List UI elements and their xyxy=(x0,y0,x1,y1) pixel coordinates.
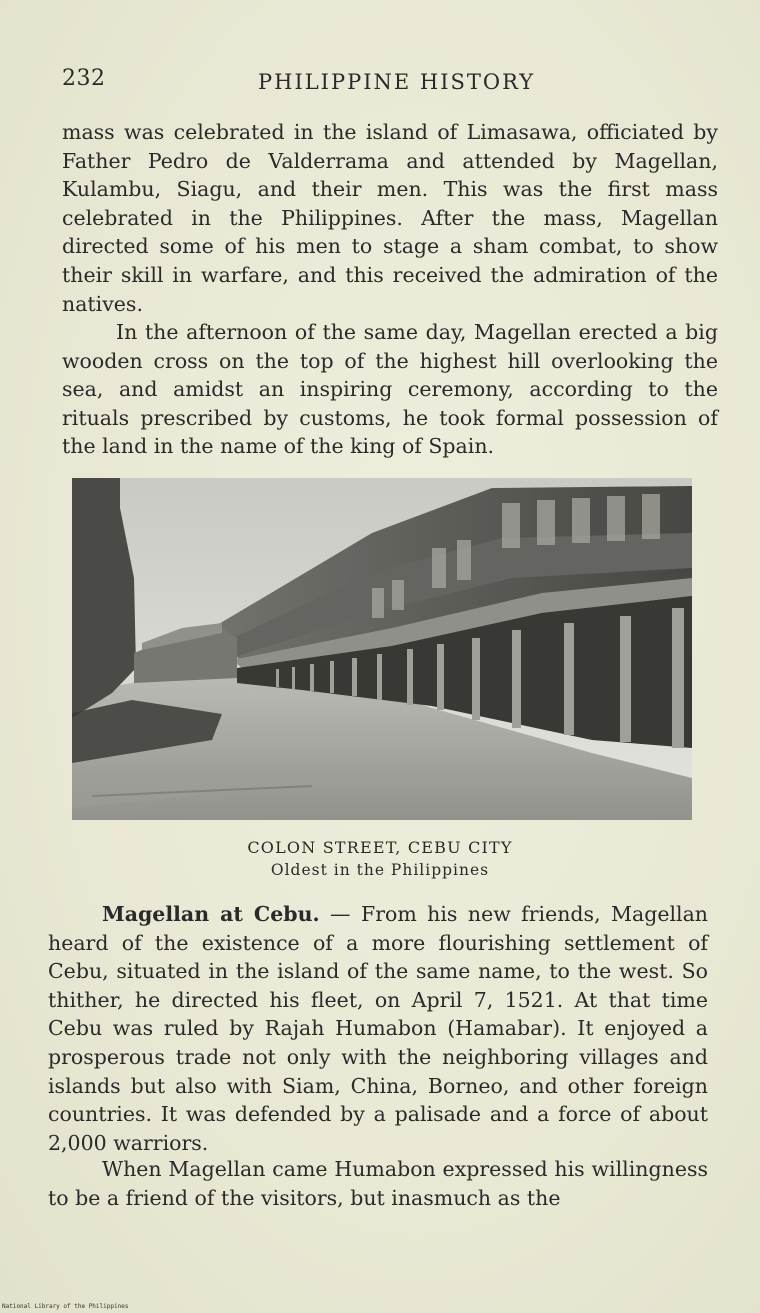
paragraph-2: In the afternoon of the same day, Magellan erected a big wooden cross on the top of the highest hill overlooking the sea, and amidst an inspiring ceremony, according to the rituals prescribed by customs, he took formal possession of the land in the name of the king of Spain. xyxy=(62,320,718,459)
paragraph-4: When Magellan came Humabon expressed his willingness to be a friend of the visitors, but inasmuch as the xyxy=(48,1157,708,1210)
paragraph-3 xyxy=(48,900,708,1157)
paragraph-1: mass was celebrated in the island of Limasawa, officiated by Father Pedro de Valderrama and attended by Magellan, Kulambu, Siagu, and their men. This was the first mass celebrated in the Philippines. After the mass, Magellan directed some of his men to stage a sham combat, to show their skill in warfare, and this received the admiration of the natives. xyxy=(62,120,718,316)
colon-street-photo xyxy=(72,478,692,820)
scan-credit: National Library of the Philippines xyxy=(2,1303,129,1310)
figure-caption-title: COLON STREET, CEBU CITY xyxy=(247,838,513,857)
running-head: PHILIPPINE HISTORY xyxy=(258,70,536,94)
figure-caption-subtitle: Oldest in the Philippines xyxy=(270,861,490,879)
paragraph-3-text: — From his new friends, Magellan heard of the existence of a more flourishing settlement of Cebu, situated in the island of the same name, to the west. So thither, he directed his fleet, on April 7, 1521. At that time Cebu was ruled by Rajah Humabon (Hamabar). It enjoyed a prosperous trade not only with the neighboring villages and islands but also with Siam, China, Borneo, and other foreign countries. It was defended by a palisade and a force of about 2,000 warriors. xyxy=(48,902,708,1155)
page-number: 232 xyxy=(62,66,106,91)
street-photo-illustration xyxy=(72,478,692,820)
section-heading-magellan-at-cebu: Magellan at Cebu. xyxy=(102,902,320,926)
